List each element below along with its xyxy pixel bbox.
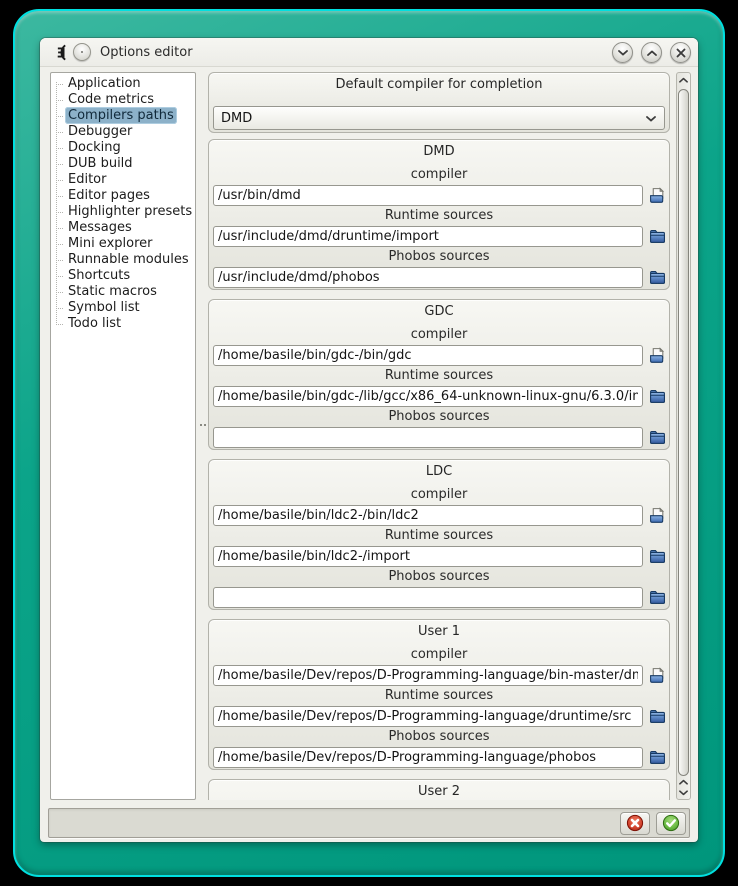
ldc-phobos-sources-input[interactable] — [213, 587, 643, 608]
chevron-down-icon — [646, 116, 656, 122]
user1-phobos-sources-input[interactable] — [213, 747, 643, 768]
minimize-button[interactable] — [612, 42, 633, 63]
user1-compiler-input[interactable] — [213, 665, 643, 686]
gdc-phobos-sources-input[interactable] — [213, 427, 643, 448]
chevron-down-icon — [679, 790, 688, 796]
field-label: compiler — [410, 327, 468, 342]
browse-folder-button[interactable] — [649, 228, 666, 245]
compilers-paths-page — [208, 72, 670, 800]
chevron-down-icon — [618, 50, 628, 56]
sidebar-item-compilers-paths[interactable]: Compilers paths — [51, 108, 195, 124]
folder-icon — [649, 708, 666, 725]
browse-file-button[interactable] — [649, 507, 666, 524]
browse-folder-button[interactable] — [649, 589, 666, 606]
compiler-group-user2 — [208, 779, 670, 800]
sidebar-item-application[interactable]: Application — [51, 76, 195, 92]
browse-folder-button[interactable] — [649, 548, 666, 565]
close-x-icon — [676, 48, 686, 58]
dmd-runtime-sources-input[interactable] — [213, 226, 643, 247]
sidebar-item-docking[interactable]: Docking — [51, 140, 195, 156]
sidebar-item-messages[interactable]: Messages — [51, 220, 195, 236]
group-title: User 1 — [417, 624, 461, 639]
dmd-compiler-input[interactable] — [213, 185, 643, 206]
group-title: User 2 — [417, 784, 461, 799]
folder-icon — [649, 228, 666, 245]
ldc-compiler-input[interactable] — [213, 505, 643, 526]
svg-text:Ǝ: Ǝ — [56, 46, 66, 62]
field-label: Runtime sources — [384, 688, 494, 703]
box-title: Default compiler for completion — [335, 77, 543, 92]
close-button[interactable] — [670, 42, 691, 63]
compiler-group-ldc — [208, 459, 670, 610]
vertical-scrollbar[interactable] — [676, 72, 691, 800]
folder-icon — [649, 589, 666, 606]
sidebar-item-todo-list[interactable]: Todo list — [51, 316, 195, 332]
sidebar-item-shortcuts[interactable]: Shortcuts — [51, 268, 195, 284]
options-category-panel — [50, 72, 196, 800]
default-compiler-select[interactable] — [213, 106, 665, 130]
compiler-group-dmd — [208, 139, 670, 290]
field-label: compiler — [410, 487, 468, 502]
group-title: GDC — [424, 304, 454, 319]
field-label: Runtime sources — [384, 368, 494, 383]
cancel-button[interactable] — [620, 812, 650, 835]
accept-button[interactable] — [656, 812, 686, 835]
app-logo-icon — [50, 42, 71, 63]
folder-icon — [649, 388, 666, 405]
browse-folder-button[interactable] — [649, 429, 666, 446]
chevron-up-icon — [679, 779, 688, 785]
open-file-icon — [649, 187, 666, 204]
sidebar-item-dub-build[interactable]: DUB build — [51, 156, 195, 172]
browse-folder-button[interactable] — [649, 388, 666, 405]
browse-folder-button[interactable] — [649, 708, 666, 725]
browse-folder-button[interactable] — [649, 269, 666, 286]
combo-selected-value: DMD — [221, 111, 253, 126]
scroll-down-button[interactable] — [677, 787, 690, 799]
field-label: Phobos sources — [388, 729, 490, 744]
field-label: Phobos sources — [388, 409, 490, 424]
sidebar-item-mini-explorer[interactable]: Mini explorer — [51, 236, 195, 252]
field-label: compiler — [410, 167, 468, 182]
sidebar-item-static-macros[interactable]: Static macros — [51, 284, 195, 300]
browse-file-button[interactable] — [649, 187, 666, 204]
titlebar-menu-button[interactable] — [73, 43, 91, 61]
options-category-list — [51, 73, 195, 332]
field-label: compiler — [410, 647, 468, 662]
folder-icon — [649, 548, 666, 565]
sidebar-item-highlighter-presets[interactable]: Highlighter presets — [51, 204, 195, 220]
maximize-button[interactable] — [641, 42, 662, 63]
field-label: Runtime sources — [384, 208, 494, 223]
options-editor-window — [40, 38, 698, 842]
accept-check-icon — [662, 814, 680, 832]
chevron-up-icon — [647, 50, 657, 56]
sidebar-item-editor[interactable]: Editor — [51, 172, 195, 188]
dmd-phobos-sources-input[interactable] — [213, 267, 643, 288]
field-label: Phobos sources — [388, 249, 490, 264]
cancel-x-icon — [626, 814, 644, 832]
field-label: Runtime sources — [384, 528, 494, 543]
browse-folder-button[interactable] — [649, 749, 666, 766]
browse-file-button[interactable] — [649, 347, 666, 364]
gdc-compiler-input[interactable] — [213, 345, 643, 366]
sidebar-item-runnable-modules[interactable]: Runnable modules — [51, 252, 195, 268]
window-title: Options editor — [100, 45, 193, 60]
folder-icon — [649, 749, 666, 766]
sidebar-item-code-metrics[interactable]: Code metrics — [51, 92, 195, 108]
ldc-runtime-sources-input[interactable] — [213, 546, 643, 567]
open-file-icon — [649, 667, 666, 684]
sidebar-item-symbol-list[interactable]: Symbol list — [51, 300, 195, 316]
scroll-up-button[interactable] — [677, 74, 690, 86]
sidebar-splitter[interactable] — [200, 424, 202, 426]
open-file-icon — [649, 347, 666, 364]
field-label: Phobos sources — [388, 569, 490, 584]
compiler-group-gdc — [208, 299, 670, 450]
sidebar-item-editor-pages[interactable]: Editor pages — [51, 188, 195, 204]
sidebar-item-debugger[interactable]: Debugger — [51, 124, 195, 140]
folder-icon — [649, 429, 666, 446]
scrollbar-thumb[interactable] — [678, 89, 689, 776]
gdc-runtime-sources-input[interactable] — [213, 386, 643, 407]
default-compiler-box — [208, 72, 670, 133]
dialog-button-bar — [48, 808, 690, 838]
folder-icon — [649, 269, 666, 286]
titlebar[interactable] — [40, 38, 698, 67]
chevron-up-icon — [679, 77, 688, 83]
compiler-group-user1 — [208, 619, 670, 770]
user1-runtime-sources-input[interactable] — [213, 706, 643, 727]
open-file-icon — [649, 507, 666, 524]
group-title: DMD — [423, 144, 455, 159]
group-title: LDC — [425, 464, 453, 479]
browse-file-button[interactable] — [649, 667, 666, 684]
